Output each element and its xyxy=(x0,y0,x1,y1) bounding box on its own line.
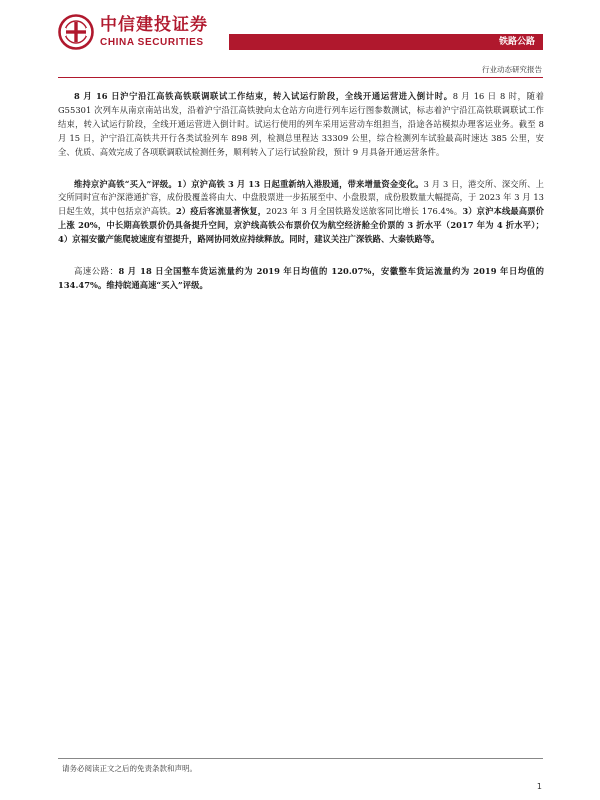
paragraph-segment: 高速公路： xyxy=(74,266,119,277)
paragraph-segment: 1）京沪高铁 3 月 13 日起重新纳入港股通，带来增量资金变化。 xyxy=(176,178,424,189)
brand-name-cn: 中信建投证券 xyxy=(100,14,208,35)
paragraph-railway-news xyxy=(58,90,544,160)
page-number: 1 xyxy=(536,782,542,791)
china-securities-logo-icon xyxy=(58,14,94,50)
report-type: 行业动态研究报告 xyxy=(482,65,542,74)
paragraph-segment: 2023 年 3 月全国铁路发送旅客同比增长 176.4%。 xyxy=(266,206,463,217)
footer-disclaimer: 请务必阅读正文之后的免责条款和声明。 xyxy=(62,764,197,773)
header-divider xyxy=(58,77,543,78)
paragraph-jinghu-rating xyxy=(58,178,544,248)
paragraph-segment: 维持京沪高铁“买入”评级。 xyxy=(74,178,177,189)
paragraph-segment: 3 月 3 日，港交所、深交所、上交所同时宣布沪深港通扩容，成份股覆盖将由大、中盘股票进一步拓展至中、小盘股票，成份股数量大幅提高，于 2023 年 3 月 13 日起生效，其中包括京沪高铁。 xyxy=(58,178,544,217)
section-banner xyxy=(229,34,543,50)
paragraph-highway xyxy=(58,265,544,293)
paragraph-lead: 8 月 16 日沪宁沿江高铁高铁联调联试工作结束，转入试运行阶段，全线开通运营进入倒计时。 xyxy=(74,91,453,101)
paragraph-segment: 3）京沪本线最高票价上涨 20%，中长期高铁票价仍具备提升空间，京沪线高铁公布票价仅为航空经济舱全价票的 3 折水平（2017 年为 4 折水平）；4）京福安徽产能爬坡速度有望提升，路网协同效应持续释放。同时，建议关注广深铁路、大秦铁路等。 xyxy=(58,206,544,245)
report-body xyxy=(58,90,544,311)
section-label: 铁路公路 xyxy=(498,37,535,47)
brand-logo xyxy=(58,14,208,50)
footer-divider xyxy=(58,758,543,759)
paragraph-segment: 2）疫后客流显著恢复， xyxy=(175,206,267,217)
brand-name-en: CHINA SECURITIES xyxy=(100,36,204,48)
paragraph-segment: 8 月 18 日全国整车货运流量约为 2019 年日均值的 120.07%，安徽整车货运流量约为 2019 年日均值的 134.47%。维持皖通高速“买入”评级。 xyxy=(58,266,544,290)
paragraph-text: 8 月 16 日 8 时，随着 G55301 次列车从南京南站出发，沿着沪宁沿江高铁驶向太仓站方向进行列车运行图参数测试，标志着沪宁沿江高铁联调联试工作结束，转入试运行阶段，全线开通运营进入倒计时。试运行使用的列车采用运营动车组担当，沿途各站模拟办理客运业务。截至 8 月 15 日，沪宁沿江高铁共开行各类试验列车 898 列，检测总里程达 33309 公里，综合检测列车试验最高时速达 385 公里，安全、优质、高效完成了各项联调联试检测任务，顺利转入了运行试验阶段，预计 9 月具备开通运营条件。 xyxy=(58,91,544,157)
